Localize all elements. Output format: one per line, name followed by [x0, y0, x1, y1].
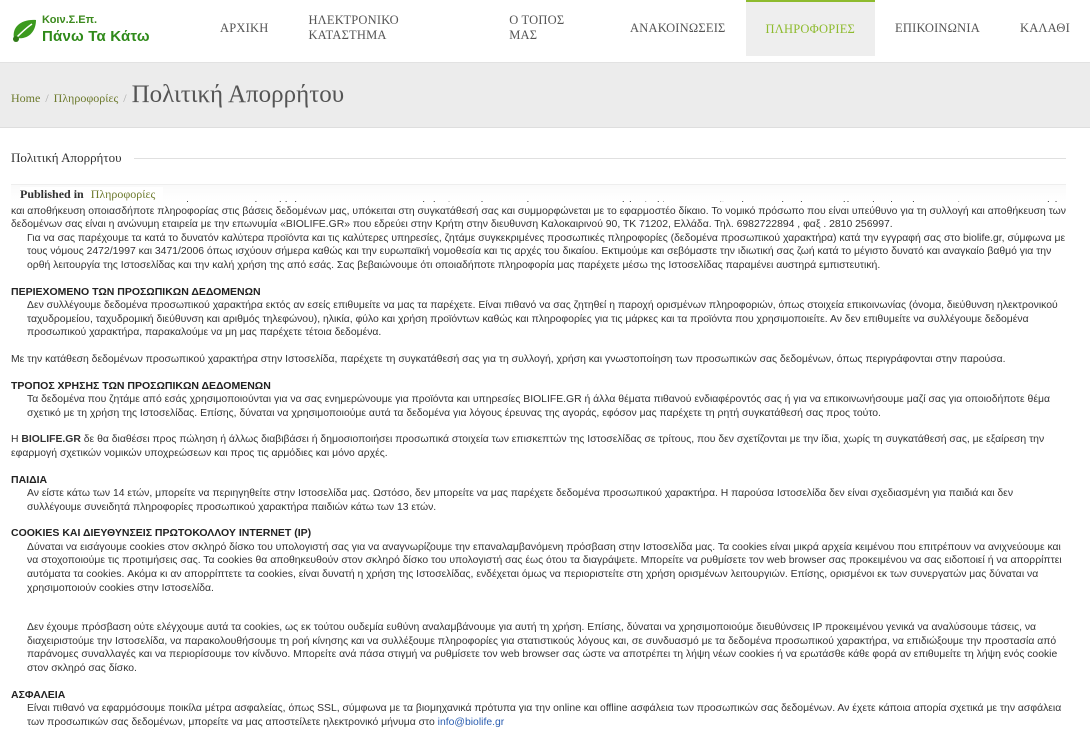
- section-heading: ΠΑΙΔΙΑ: [11, 473, 48, 486]
- page-title: Πολιτική Απορρήτου: [131, 81, 345, 108]
- paragraph-text: δε θα διαθέσει προς πώληση ή άλλως διαβιβάσει ή δημοσιοποιήσει προσωπικά στοιχεία των επισκεπτών της Ιστοσελίδας σε τρίτους, που δεν σχετίζονται με την ίδια, χωρίς τη συγκατάθεσή σας, με εξαίρεση την εφαρμογή σχετικών νομικών υποχρεώσεων και προς τις αρμόδιες και μόνο αρχές.: [11, 434, 1045, 459]
- nav-eshop[interactable]: ΗΛΕΚΤΡΟΝΙΚΟ ΚΑΤΑΣΤΗΜΑ: [308, 13, 399, 42]
- category-link[interactable]: Πληροφορίες: [90, 187, 156, 201]
- paragraph: Δεν έχουμε πρόσβαση ούτε ελέγχουμε αυτά τα cookies, ως εκ τούτου ουδεμία ευθύνη αναλαμβάνουμε για αυτή τη χρήση. Επίσης, δύναται να χρησιμοποιούμε διευθύνσεις IP προκειμένου γενικά να αναλύσουμε τάσεις, να διαχειριστούμε την Ιστοσελίδα, να παρακολουθήσουμε τη ροή κίνησης και να συλλέξουμε πληροφορίες για στατιστικούς λόγους και, σε συνδυασμό με τα δεδομένα προσωπικού χαρακτήρα, να επιδιώξουμε την προστασία από παράνομες συναλλαγές και να περιορίσουμε τον κίνδυνο. Μπορείτε ανά πάσα στιγμή να ρυθμίσετε τον web browser σας ώστε να αποτρέπει τη λήψη νέων cookies ή να ερωτάσθε κάθε φορά αν επιθυμείτε τη λήψη ενός cookie στον σκληρό σας δίσκο.: [27, 622, 1058, 675]
- site-header: [0, 0, 1090, 63]
- brand-name: BIOLIFE.GR: [21, 434, 81, 446]
- nav-our-place[interactable]: Ο ΤΟΠΟΣ ΜΑΣ: [509, 13, 565, 42]
- section-heading: COOKIES ΚΑΙ ΔΙΕΥΘΥΝΣΕΙΣ ΠΡΩΤΟΚΟΛΛΟΥ INTERNET (IP): [11, 527, 312, 540]
- breadcrumb-separator: /: [45, 91, 49, 105]
- breadcrumb-information[interactable]: Πληροφορίες: [53, 91, 119, 105]
- paragraph: [11, 433, 1066, 460]
- nav-contact[interactable]: ΕΠΙΚΟΙΝΩΝΙΑ: [895, 20, 980, 35]
- paragraph: Με την κατάθεση δεδομένων προσωπικού χαρακτήρα στην Ιστοσελίδα, παρέχετε τη συγκατάθεσή σας για τη συλλογή, χρήση και γνωστοποίηση των προσωπικών σας δεδομένων, όπως περιγράφονται στην παρούσα.: [11, 353, 1006, 365]
- page-title-bar: [0, 63, 1090, 128]
- leaf-logo-icon: [10, 16, 40, 44]
- article-heading: [11, 150, 1066, 166]
- email-link[interactable]: info@biolife.gr: [437, 716, 505, 728]
- article-meta: [20, 187, 163, 202]
- published-in-label: Published in: [20, 187, 84, 201]
- logo-line-2: Πάνω Τα Κάτω: [42, 28, 150, 45]
- breadcrumb-home[interactable]: Home: [11, 91, 41, 105]
- article-body: [11, 191, 1066, 729]
- paragraph-text: Είναι πιθανό να εφαρμόσουμε ποικίλα μέτρα ασφαλείας, όπως SSL, σύμφωνα με τα βιομηχανικά πρότυπα για την online και offline ασφάλεια των προσωπικών σας δεδομένων. Αν έχετε κάποια απορία σχετικά με την ασφάλεια των προσωπικών σας δεδομένων, μπορείτε να μας αποστείλετε ηλεκτρονικό μήνυμα στο: [27, 703, 1062, 728]
- nav-home[interactable]: ΑΡΧΙΚΗ: [220, 20, 269, 35]
- paragraph: και αποθήκευση οποιασδήποτε πληροφορίας στις βάσεις δεδομένων μας, υπόκειται στη συγκατάθεσή σας και συμμορφώνεται με το εφαρμοστέο δίκαιο. Το νομικό πρόσωπο που είναι υπεύθυνο για τη συλλογή και αποθήκευση των δεδομένων σας είναι η ανώνυμη εταιρεία με την επωνυμία «BIOLIFE.GR» που εδρεύει στην Κρήτη στην διευθυνση Καλοκαιρινού 90, ΤΚ 71202, Ελλάδα. Τηλ. 6982722894 , φαξ . 2810 256997.: [11, 205, 1066, 231]
- paragraph: Για να σας παρέχουμε τα κατά το δυνατόν καλύτερα προϊόντα και τις καλύτερες υπηρεσίες, ζητάμε συγκεκριμένες προσωπικές πληροφορίες (δεδομένα προσωπικού χαρακτήρα) κατά την εγγραφή σας στο biolife.gr, σύμφωνα με τους νόμους 2472/1997 και 3471/2006 όπως ισχύουν σήμερα καθώς και την ευρωπαϊκή νομοθεσία και τις αρχές του δικαίου. Εκτιμούμε και σεβόμαστε την ιδιωτική σας ζωή κατά το μέγιστο δυνατό και αναγκαίο βαθμό για την ορθή λειτουργία της Ιστοσελίδας και την καλή χρήση της από εσάς. Σας βεβαιώνουμε ότι οποιαδήποτε πληροφορία μας παρέχετε μέσω της Ιστοσελίδας παραμένει αυστηρά εμπιστευτική.: [27, 232, 1066, 271]
- paragraph: Αν είστε κάτω των 14 ετών, μπορείτε να περιηγηθείτε στην Ιστοσελίδα μας. Ωστόσο, δεν μπορείτε να μας παρέχετε δεδομένα προσωπικού χαρακτήρα. Η παρούσα Ιστοσελίδα δεν είναι σχεδιασμένη για παιδιά και δεν συλλέγουμε συνειδητά πληροφορίες προσωπικού χαρακτήρα παιδιών κάτω των 13 ετών.: [27, 488, 1014, 513]
- article: [11, 150, 1066, 742]
- article-title: Πολιτική Απορρήτου: [11, 150, 122, 165]
- paragraph: Τα δεδομένα που ζητάμε από εσάς χρησιμοποιούνται για να σας ενημερώνουμε για προϊόντα και υπηρεσίες BIOLIFE.GR ή άλλα θέματα πιθανού ενδιαφέροντός σας ή για να επικοινωνήσουμε μαζί σας για οποιοδήποτε θέμα σχετικό με τη χρήση της Ιστοσελίδας. Επίσης, δύναται να χρησιμοποιούμε αυτά τα δεδομένα για λόγους έρευνας της αγοράς, εφόσον μας παρέχετε τη ρητή συγκατάθεσή σας προς τούτο.: [27, 394, 1050, 419]
- article-meta-bar: [11, 184, 1066, 201]
- paragraph-prefix: Η: [11, 434, 19, 446]
- divider: [134, 158, 1066, 159]
- section-heading: ΤΡΟΠΟΣ ΧΡΗΣΗΣ ΤΩΝ ΠΡΟΣΩΠΙΚΩΝ ΔΕΔΟΜΕΝΩΝ: [11, 379, 271, 392]
- breadcrumb: [11, 81, 344, 109]
- breadcrumb-separator: /: [123, 91, 127, 105]
- nav-information[interactable]: ΠΛΗΡΟΦΟΡΙΕΣ: [746, 0, 876, 56]
- paragraph: [11, 702, 1066, 729]
- site-logo[interactable]: [10, 12, 160, 52]
- section-heading: ΠΕΡΙΕΧΟΜΕΝΟ ΤΩΝ ΠΡΟΣΩΠΙΚΩΝ ΔΕΔΟΜΕΝΩΝ: [11, 285, 261, 298]
- section-heading: ΑΣΦΑΛΕΙΑ: [11, 688, 66, 701]
- nav-cart[interactable]: ΚΑΛΑΘΙ: [1019, 20, 1070, 35]
- main-navigation: [200, 0, 1090, 56]
- logo-line-1: Κοιν.Σ.Επ.: [42, 14, 98, 26]
- paragraph: Δύναται να εισάγουμε cookies στον σκληρό δίσκο του υπολογιστή σας για να αναγνωρίζουμε την επαναλαμβανόμενη πρόσβαση στην Ιστοσελίδα μας. Τα cookies είναι μικρά αρχεία κειμένου που επιτρέπουν να ανιχνεύουμε και να στοχοποιούμε τις προτιμήσεις σας. Τα cookies θα αποθηκευθούν στον σκληρό δίσκο του υπολογιστή σας έως ότου τα διαγράψετε. Μπορείτε να ρυθμίσετε τον web browser σας προκειμένου να σας ειδοποιεί ή να απορρίπτει αυτόματα τα cookies. Ακόμα κι αν απορρίπτετε τα cookies, είναι δυνατή η χρήση της Ιστοσελίδας, ενδέχεται όμως να περιοριστείτε στη χρήση ορισμένων λειτουργιών. Επίσης, ορισμένοι εκ των συνεργατών μας δύναται να χρησιμοποιούν cookies στην Ιστοσελίδα.: [27, 541, 1062, 594]
- paragraph: Δεν συλλέγουμε δεδομένα προσωπικού χαρακτήρα εκτός αν εσείς επιθυμείτε να μας τα παρέχετε. Είναι πιθανό να σας ζητηθεί η παροχή ορισμένων πληροφοριών, όπως στοιχεία επικοινωνίας (όνομα, διεύθυνση ηλεκτρονικού ταχυδρομείου, ταχυδρομική διεύθυνση και αριθμός τηλεφώνου), ηλικία, φύλο και χρήση προϊόντων καθώς και πληροφορίες για τις μάρκες και τα προϊόντα που χρησιμοποιείτε. Αν δεν επιθυμείτε να συλλέγουμε δεδομένα προσωπικού χαρακτήρα, παρακαλούμε να μη μας παρέχετε τέτοια δεδομένα.: [27, 300, 1058, 339]
- nav-announcements[interactable]: ΑΝΑΚΟΙΝΩΣΕΙΣ: [630, 20, 726, 35]
